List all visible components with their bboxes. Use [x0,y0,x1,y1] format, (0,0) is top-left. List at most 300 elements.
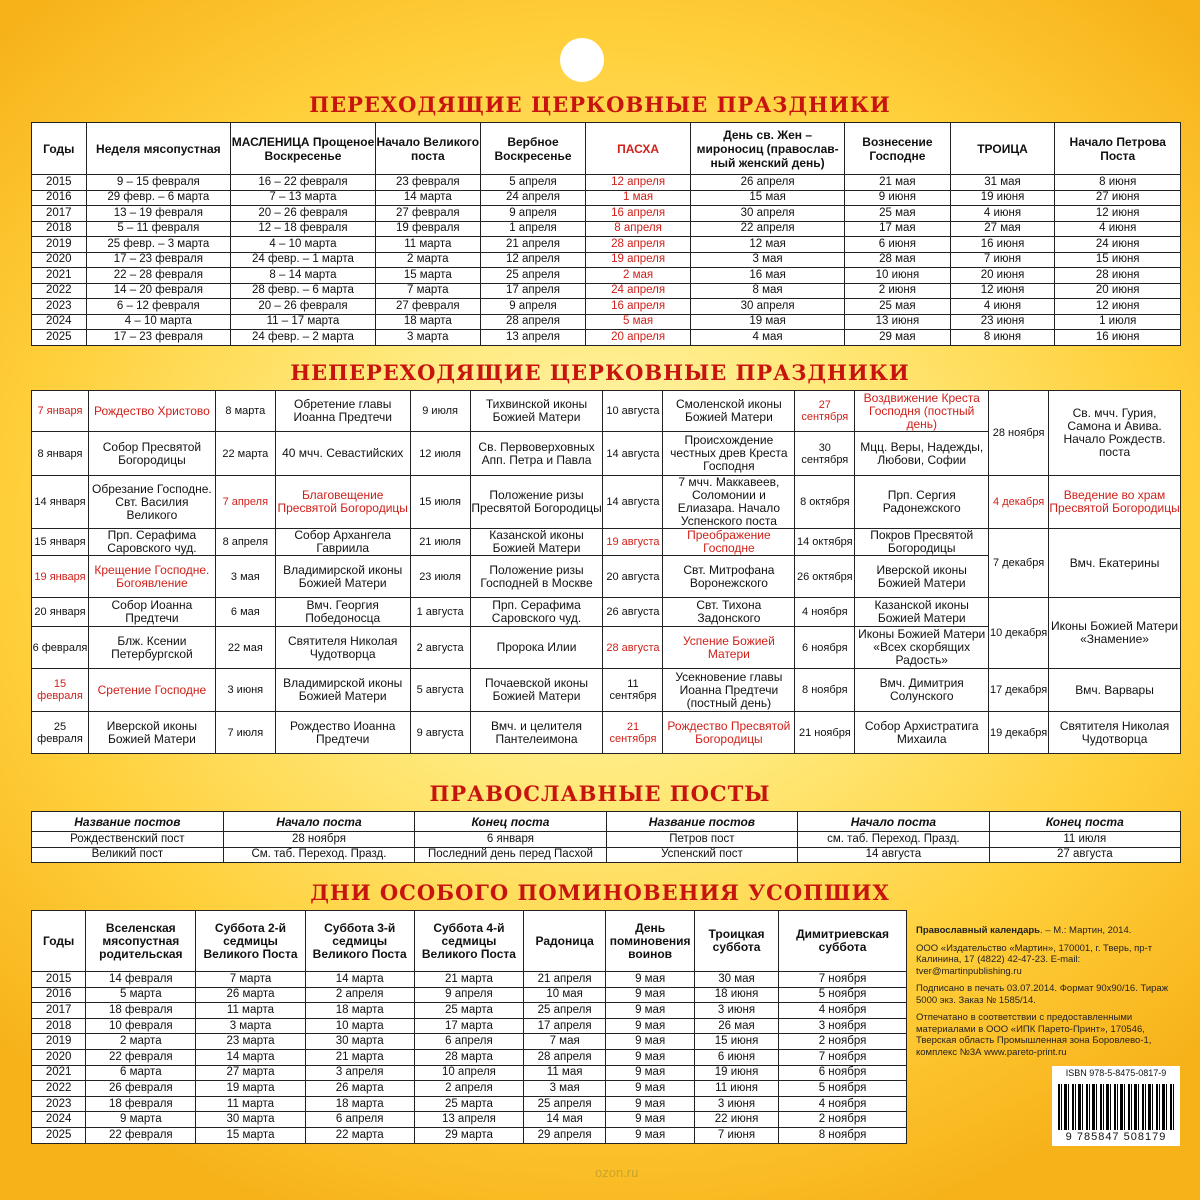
date-cell: 6 ноября [779,1065,907,1081]
date-cell: 23 марта [196,1034,305,1050]
table-row [32,1112,907,1128]
date-cell: 6 апреля [414,1034,523,1050]
fast-cell: 11 июля [989,832,1180,848]
holiday-name: Святителя Николая Чудотворца [1049,712,1181,754]
date-cell: 10 марта [305,1018,414,1034]
holiday-name: Св. мчч. Гурия, Самона и Авива. Начало Рождеств. поста [1049,391,1181,476]
table-row [32,1065,907,1081]
date-cell: 19 апреля [586,252,691,268]
table-row [32,1049,907,1065]
date-cell: 4 – 10 марта [86,314,231,330]
date-cell: 9 апреля [480,299,585,315]
holiday-name: Прп. Сергия Радонежского [855,476,989,529]
remembrance-header: Суббота 4-й седмицы Великого Поста [414,911,523,972]
fasts-table [31,811,1181,863]
date-cell: 10 июня [845,268,950,284]
fast-cell: Последний день перед Пасхой [415,847,607,863]
date-cell: 9 мая [606,1065,695,1081]
imprint-title-rest: . – М.: Мартин, 2014. [1040,925,1132,936]
date-cell: 12 июня [1055,206,1181,222]
date-cell: 10 мая [524,987,606,1003]
remembrance-header: День поминовения воинов [606,911,695,972]
holiday-date: 7 января [32,391,89,432]
date-cell: 11 марта [196,1096,305,1112]
holiday-date: 8 марта [215,391,275,432]
date-cell: 15 мая [690,190,844,206]
date-cell: 2 апреля [305,987,414,1003]
imprint-printer: Отпечатано в соответствии с предоставленными материалами в ООО «ИПК Парето-Принт», 170546, Тверская область Промышленная зона Боровлево-1, комплекс №3А www.pareto-print.ru [916,1012,1152,1058]
holiday-name: Св. Первоверховных Апп. Петра и Павла [470,432,603,476]
date-cell: 23 июня [950,314,1055,330]
holiday-name: Обрезание Господне. Свт. Василия Великого [88,476,215,529]
date-cell: 16 июня [1055,330,1181,346]
table-row [32,832,1181,848]
date-cell: 2 ноября [779,1112,907,1128]
holiday-date: 19 августа [603,529,663,556]
date-cell: 9 – 15 февраля [86,175,231,191]
holiday-date: 8 января [32,432,89,476]
holiday-name: Смоленской иконы Божией Матери [663,391,795,432]
date-cell: 7 июня [695,1127,779,1143]
date-cell: 14 марта [196,1049,305,1065]
remembrance-header: Радоница [524,911,606,972]
holiday-name: Собор Иоанна Предтечи [88,598,215,627]
date-cell: 3 апреля [305,1065,414,1081]
date-cell: 9 мая [606,987,695,1003]
holiday-date: 14 августа [603,432,663,476]
barcode-number: 9 785847 508179 [1065,1131,1167,1143]
date-cell: 30 марта [305,1034,414,1050]
table-row [32,314,1181,330]
year-cell: 2025 [32,330,87,346]
remembrance-header: Вселенская мясопустная родительская [86,911,196,972]
imprint-title: Православный календарь [916,925,1041,936]
date-cell: 4 – 10 марта [231,237,376,253]
date-cell: 28 февр. – 6 марта [231,283,376,299]
date-cell: 13 июня [845,314,950,330]
date-cell: 7 ноября [779,972,907,988]
year-cell: 2021 [32,1065,86,1081]
date-cell: 29 апреля [524,1127,606,1143]
holiday-date: 5 августа [410,669,470,712]
table-row [32,1018,907,1034]
year-cell: 2016 [32,987,86,1003]
date-cell: 26 мая [695,1018,779,1034]
date-cell: 3 мая [690,252,844,268]
holiday-date: 11 сентября [603,669,663,712]
date-cell: 31 мая [950,175,1055,191]
table-row [32,476,1181,529]
date-cell: 10 апреля [414,1065,523,1081]
moving-header: ПАСХА [586,123,691,175]
year-cell: 2024 [32,314,87,330]
fast-cell: Петров пост [606,832,797,848]
date-cell: 2 мая [586,268,691,284]
date-cell: 6 – 12 февраля [86,299,231,315]
year-cell: 2022 [32,283,87,299]
moving-header: МАСЛЕНИЦА Прощеное Воскресенье [231,123,376,175]
date-cell: 3 марта [375,330,480,346]
date-cell: 19 июня [695,1065,779,1081]
date-cell: 17 – 23 февраля [86,252,231,268]
date-cell: 17 апреля [480,283,585,299]
fasts-title: ПРАВОСЛАВНЫЕ ПОСТЫ [429,781,771,806]
date-cell: 26 апреля [690,175,844,191]
holiday-name: 40 мчч. Севастийских [275,432,410,476]
holiday-date: 14 января [32,476,89,529]
date-cell: 8 июня [1055,175,1181,191]
date-cell: 8 ноября [779,1127,907,1143]
date-cell: 8 – 14 марта [231,268,376,284]
holiday-name: Благовещение Пресвятой Богородицы [275,476,410,529]
date-cell: 4 ноября [779,1003,907,1019]
table-row [32,972,907,988]
holiday-name: Блж. Ксении Петербургской [88,627,215,669]
date-cell: 9 мая [606,1003,695,1019]
moving-header: Вознесение Господне [845,123,950,175]
holiday-date: 12 июля [410,432,470,476]
date-cell: 17 – 23 февраля [86,330,231,346]
holiday-name: Свт. Тихона Задонского [663,598,795,627]
date-cell: 15 марта [375,268,480,284]
holiday-name: Вмч. Варвары [1049,669,1181,712]
date-cell: 25 мая [845,299,950,315]
holiday-name: Собор Пресвятой Богородицы [88,432,215,476]
year-cell: 2023 [32,1096,86,1112]
holiday-name: Иконы Божией Матери «Всех скорбящих Радость» [855,627,989,669]
holiday-name: Прп. Серафима Саровского чуд. [88,529,215,556]
holiday-date: 7 апреля [215,476,275,529]
date-cell: 1 мая [586,190,691,206]
date-cell: 16 мая [690,268,844,284]
holiday-name: Собор Архистратига Михаила [855,712,989,754]
table-row [32,712,1181,754]
holiday-name: Владимирской иконы Божией Матери [275,669,410,712]
holiday-name: Прп. Серафима Саровского чуд. [470,598,603,627]
holiday-date: 1 августа [410,598,470,627]
date-cell: 11 марта [196,1003,305,1019]
date-cell: 14 – 20 февраля [86,283,231,299]
date-cell: 27 марта [196,1065,305,1081]
year-cell: 2020 [32,1049,86,1065]
date-cell: 9 июня [845,190,950,206]
remembrance-header: Димитриевская суббота [779,911,907,972]
holiday-name: Казанской иконы Божией Матери [855,598,989,627]
remembrance-table [31,910,907,1144]
holiday-name: Вмч. Георгия Победоносца [275,598,410,627]
table-row [32,669,1181,712]
holiday-name: Рождество Христово [88,391,215,432]
fast-header: Название постов [32,812,224,832]
holiday-date: 22 мая [215,627,275,669]
fixed-holidays-table [31,390,1181,754]
holiday-date: 6 февраля [32,627,89,669]
holiday-name: Обретение главы Иоанна Предтечи [275,391,410,432]
date-cell: 20 июня [950,268,1055,284]
holiday-name: Собор Архангела Гавриила [275,529,410,556]
date-cell: 6 июня [845,237,950,253]
date-cell: 16 – 22 февраля [231,175,376,191]
date-cell: 14 марта [305,972,414,988]
date-cell: 6 марта [86,1065,196,1081]
date-cell: 12 июня [950,283,1055,299]
table-row [32,237,1181,253]
table-row [32,529,1181,556]
holiday-date: 26 октября [795,556,855,598]
imprint-print-info: Подписано в печать 03.07.2014. Формат 90x90/16. Тираж 5000 экз. Заказ № 1585/14. [916,983,1169,1006]
year-cell: 2022 [32,1081,86,1097]
date-cell: 7 марта [196,972,305,988]
holiday-name: Иверской иконы Божией Матери [855,556,989,598]
date-cell: 9 мая [606,1049,695,1065]
date-cell: 5 ноября [779,987,907,1003]
date-cell: 27 июня [1055,190,1181,206]
holiday-name: Вмч. Димитрия Солунского [855,669,989,712]
date-cell: 11 июня [695,1081,779,1097]
date-cell: 9 мая [606,1096,695,1112]
date-cell: 2 марта [86,1034,196,1050]
date-cell: 28 апреля [480,314,585,330]
holiday-date: 30 сентября [795,432,855,476]
date-cell: 22 июня [695,1112,779,1128]
date-cell: 18 марта [375,314,480,330]
holiday-name: Введение во храм Пресвятой Богородицы [1049,476,1181,529]
year-cell: 2018 [32,221,87,237]
table-row [32,221,1181,237]
date-cell: 14 марта [375,190,480,206]
date-cell: 30 мая [695,972,779,988]
date-cell: 30 апреля [690,206,844,222]
remembrance-header: Суббота 2-й седмицы Великого Поста [196,911,305,972]
date-cell: 8 апреля [586,221,691,237]
year-cell: 2017 [32,206,87,222]
date-cell: 13 апреля [480,330,585,346]
date-cell: 23 февраля [375,175,480,191]
date-cell: 25 февр. – 3 марта [86,237,231,253]
year-cell: 2023 [32,299,87,315]
holiday-date: 8 апреля [215,529,275,556]
date-cell: 1 апреля [480,221,585,237]
holiday-name: Иверской иконы Божией Матери [88,712,215,754]
imprint-publisher: ООО «Издательство «Мартин», 170001, г. Тверь, пр-т Калинина, 17 (4822) 42-47-23. E-mail: tver@martinpublishing.ru [916,942,1153,977]
date-cell: 21 марта [305,1049,414,1065]
date-cell: 16 апреля [586,299,691,315]
holiday-name: Пророка Илии [470,627,603,669]
date-cell: 27 мая [950,221,1055,237]
year-cell: 2015 [32,175,87,191]
date-cell: 22 апреля [690,221,844,237]
date-cell: 20 июня [1055,283,1181,299]
date-cell: 22 февраля [86,1049,196,1065]
moving-header: Неделя мясопустная [86,123,231,175]
holiday-date: 25 февраля [32,712,89,754]
holiday-date: 2 августа [410,627,470,669]
holiday-name: Крещение Господне. Богоявление [88,556,215,598]
holiday-date: 8 октября [795,476,855,529]
holiday-name: Казанской иконы Божией Матери [470,529,603,556]
moving-holidays-title: ПЕРЕХОДЯЩИЕ ЦЕРКОВНЫЕ ПРАЗДНИКИ [309,92,891,117]
holiday-date: 28 августа [603,627,663,669]
date-cell: 7 мая [524,1034,606,1050]
table-row [32,283,1181,299]
date-cell: 3 мая [524,1081,606,1097]
fast-cell: см. таб. Переход. Празд. [798,832,989,848]
date-cell: 5 – 11 февраля [86,221,231,237]
date-cell: 28 июня [1055,268,1181,284]
year-cell: 2017 [32,1003,86,1019]
date-cell: 2 апреля [414,1081,523,1097]
date-cell: 7 – 13 марта [231,190,376,206]
date-cell: 17 апреля [524,1018,606,1034]
year-cell: 2024 [32,1112,86,1128]
date-cell: 8 мая [690,283,844,299]
fast-header: Начало поста [223,812,414,832]
holiday-date: 7 июля [215,712,275,754]
year-cell: 2020 [32,252,87,268]
fast-cell: См. таб. Переход. Празд. [223,847,414,863]
holiday-name: Усекновение главы Иоанна Предтечи (постный день) [663,669,795,712]
date-cell: 27 февраля [375,299,480,315]
holiday-date: 14 августа [603,476,663,529]
date-cell: 11 марта [375,237,480,253]
year-cell: 2021 [32,268,87,284]
date-cell: 4 июня [1055,221,1181,237]
moving-header: День св. Жен – мироносиц (православ-ный женский день) [690,123,844,175]
fast-header: Начало поста [798,812,989,832]
date-cell: 29 марта [414,1127,523,1143]
date-cell: 5 ноября [779,1081,907,1097]
date-cell: 16 июня [950,237,1055,253]
holiday-date: 23 июля [410,556,470,598]
fast-header: Название постов [606,812,797,832]
date-cell: 8 июня [950,330,1055,346]
holiday-name: Тихвинской иконы Божией Матери [470,391,603,432]
date-cell: 20 – 26 февраля [231,299,376,315]
date-cell: 24 февр. – 2 марта [231,330,376,346]
date-cell: 17 мая [845,221,950,237]
holiday-date: 15 июля [410,476,470,529]
holiday-name: 7 мчч. Маккавеев, Соломонии и Елиазара. Начало Успенского поста [663,476,795,529]
date-cell: 3 марта [196,1018,305,1034]
date-cell: 18 февраля [86,1096,196,1112]
date-cell: 3 ноября [779,1018,907,1034]
date-cell: 9 мая [606,1034,695,1050]
holiday-name: Святителя Николая Чудотворца [275,627,410,669]
fast-cell: Великий пост [32,847,224,863]
holiday-date: 4 декабря [989,476,1049,529]
table-row [32,1034,907,1050]
holiday-date: 9 августа [410,712,470,754]
table-row [32,847,1181,863]
date-cell: 24 февр. – 1 марта [231,252,376,268]
date-cell: 26 марта [305,1081,414,1097]
date-cell: 19 марта [196,1081,305,1097]
holiday-date: 17 декабря [989,669,1049,712]
year-cell: 2016 [32,190,87,206]
moving-header: ТРОИЦА [950,123,1055,175]
table-row [32,1096,907,1112]
holiday-date: 20 января [32,598,89,627]
holiday-date: 6 мая [215,598,275,627]
date-cell: 12 апреля [480,252,585,268]
date-cell: 29 мая [845,330,950,346]
date-cell: 14 мая [524,1112,606,1128]
date-cell: 18 февраля [86,1003,196,1019]
date-cell: 7 марта [375,283,480,299]
date-cell: 4 июня [950,206,1055,222]
date-cell: 21 марта [414,972,523,988]
holiday-date: 8 ноября [795,669,855,712]
date-cell: 4 ноября [779,1096,907,1112]
date-cell: 9 апреля [480,206,585,222]
date-cell: 14 февраля [86,972,196,988]
table-row [32,1127,907,1143]
date-cell: 9 марта [86,1112,196,1128]
date-cell: 9 мая [606,1112,695,1128]
date-cell: 9 мая [606,1081,695,1097]
date-cell: 25 апреля [524,1003,606,1019]
date-cell: 4 июня [950,299,1055,315]
date-cell: 4 мая [690,330,844,346]
date-cell: 9 мая [606,1127,695,1143]
holiday-name: Успение Божией Матери [663,627,795,669]
fast-cell: Рождественский пост [32,832,224,848]
imprint-block [916,925,1176,1064]
date-cell: 18 июня [695,987,779,1003]
date-cell: 25 марта [414,1096,523,1112]
moving-header: Годы [32,123,87,175]
year-cell: 2025 [32,1127,86,1143]
remembrance-header: Суббота 3-й седмицы Великого Поста [305,911,414,972]
holiday-date: 21 ноября [795,712,855,754]
moving-header: Вербное Воскресенье [480,123,585,175]
date-cell: 7 июня [950,252,1055,268]
date-cell: 28 апреля [524,1049,606,1065]
date-cell: 22 февраля [86,1127,196,1143]
date-cell: 11 мая [524,1065,606,1081]
holiday-date: 3 июня [215,669,275,712]
holiday-date: 14 октября [795,529,855,556]
date-cell: 21 апреля [480,237,585,253]
fast-cell: 28 ноября [223,832,414,848]
date-cell: 2 ноября [779,1034,907,1050]
holiday-date: 10 августа [603,391,663,432]
table-row [32,1081,907,1097]
holiday-date: 21 сентября [603,712,663,754]
date-cell: 27 февраля [375,206,480,222]
moving-holidays-table [31,122,1181,346]
holiday-date: 20 августа [603,556,663,598]
date-cell: 15 июня [1055,252,1181,268]
holiday-date: 21 июля [410,529,470,556]
date-cell: 25 апреля [480,268,585,284]
date-cell: 28 марта [414,1049,523,1065]
fast-cell: 6 января [415,832,607,848]
table-row [32,190,1181,206]
date-cell: 22 – 28 февраля [86,268,231,284]
date-cell: 18 марта [305,1096,414,1112]
holiday-date: 7 декабря [989,529,1049,598]
table-row [32,252,1181,268]
date-cell: 6 июня [695,1049,779,1065]
date-cell: 6 апреля [305,1112,414,1128]
fast-header: Конец поста [415,812,607,832]
date-cell: 26 марта [196,987,305,1003]
holiday-date: 4 ноября [795,598,855,627]
holiday-date: 22 марта [215,432,275,476]
date-cell: 13 – 19 февраля [86,206,231,222]
holiday-name: Рождество Пресвятой Богородицы [663,712,795,754]
